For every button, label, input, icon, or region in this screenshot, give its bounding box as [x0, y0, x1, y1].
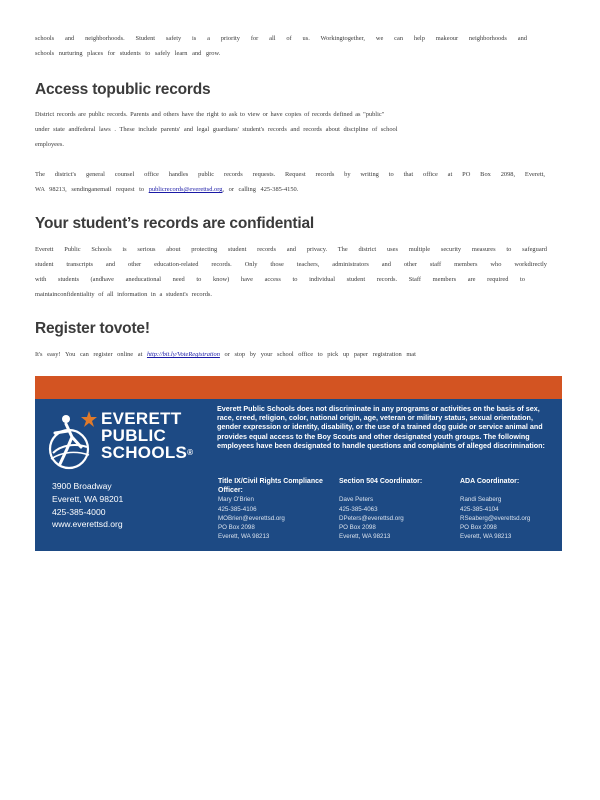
- logo-word-everett: EVERETT: [101, 409, 182, 428]
- register-text-after: or stop by your school office to pick up paper registration mat: [224, 351, 416, 358]
- confidential-line-2: student transcripts and other education-related records. Only those teachers, administrators and other staff members who workdirectly: [35, 261, 547, 268]
- contact-email[interactable]: DPeters@everettsd.org: [339, 514, 404, 522]
- contact-city: Everett, WA 98213: [218, 533, 270, 541]
- access-p1-line-3: employees.: [35, 141, 64, 148]
- footer-orange-band: [35, 376, 562, 399]
- footer-panel: [35, 376, 562, 551]
- access-p1-line-1: District records are public records. Parents and others have the right to ask to view or have copies of records defined as "public": [35, 111, 385, 118]
- contact-email[interactable]: MOBrien@everettsd.org: [218, 514, 285, 522]
- contact-ada-title: ADA Coordinator:: [460, 478, 520, 485]
- contact-po-box: PO Box 2098: [339, 524, 376, 532]
- contact-po-box: PO Box 2098: [460, 524, 497, 532]
- register-text-before: It's easy! You can register online at: [35, 351, 143, 358]
- district-address: [52, 480, 123, 531]
- confidential-heading: Your student’s records are confidential: [35, 215, 315, 232]
- access-p2-text-before: WA 98213, sendinganemail request to: [35, 186, 145, 193]
- contact-po-box: PO Box 2098: [218, 524, 255, 532]
- intro-line-1: schools and neighborhoods. Student safety is a priority for all of us. Workingtogether, we can help makeour neighborhoods and: [35, 35, 527, 42]
- contact-section-504: [339, 477, 454, 541]
- contact-name: Dave Peters: [339, 496, 374, 504]
- address-city: Everett, WA 98201: [52, 493, 124, 504]
- nondiscrimination-notice: Everett Public Schools does not discriminate in any programs or activities on the basis of sex, race, creed, religion, color, national origin, age, veteran or military status, sexual orientation, gender expression or identity, disability, or the use of a trained dog guide or service animal and provides equal access to the Boy Scouts and other designated youth groups. The following employees have been designated to handle questions and complaints of alleged discrimination:: [217, 404, 545, 450]
- access-heading: Access topublic records: [35, 81, 211, 98]
- registered-mark: ®: [187, 448, 194, 457]
- access-p2-line-1: The district's general counsel office handles public records requests. Request records by writing to that office at PO Box 2098, Everett,: [35, 171, 545, 178]
- register-line: [35, 349, 535, 361]
- contact-phone: 425-385-4106: [218, 505, 257, 513]
- contact-email[interactable]: RSeaberg@everettsd.org: [460, 514, 531, 522]
- logo-word-schools: SCHOOLS: [101, 443, 188, 462]
- contact-name: Mary O'Brien: [218, 496, 254, 504]
- access-p1-line-2: under state andfederal laws . These include parents' and legal guardians' student's records and records about discipline of school: [35, 126, 398, 133]
- contact-phone: 425-385-4063: [339, 505, 378, 513]
- vote-registration-link[interactable]: http://bit.ly/VoteRegistration: [146, 351, 220, 358]
- logo-word-public: PUBLIC: [101, 426, 167, 445]
- address-website[interactable]: www.everettsd.org: [52, 519, 123, 530]
- contact-city: Everett, WA 98213: [339, 533, 391, 541]
- access-p2-line-2: [35, 184, 455, 196]
- contact-phone: 425-385-4104: [460, 505, 499, 513]
- figure-star-icon: [45, 409, 101, 479]
- district-logo: [45, 409, 213, 479]
- register-heading: Register tovote!: [35, 320, 150, 337]
- address-street: 3900 Broadway: [52, 481, 112, 491]
- logo-wordmark: [101, 410, 193, 461]
- public-records-email-link[interactable]: publicrecords@everettsd.org: [148, 186, 223, 193]
- contact-title-ix: [218, 477, 333, 541]
- contact-section-504-title: Section 504 Coordinator:: [339, 478, 423, 485]
- contact-title-ix-title: Title IX/Civil Rights Compliance Officer:: [218, 478, 323, 495]
- contact-ada: [460, 477, 560, 541]
- contact-name: Randi Seaberg: [460, 496, 502, 504]
- confidential-line-3: with students (andhave aneducational need to know) have access to individual student records. Staff members are required to: [35, 276, 525, 283]
- contact-city: Everett, WA 98213: [460, 533, 512, 541]
- confidential-line-1: Everett Public Schools is serious about protecting student records and privacy. The district uses multiple security measures to safeguard: [35, 246, 547, 253]
- intro-line-2: schools nurturing places for students to safely learn and grow.: [35, 50, 221, 57]
- access-p2-text-after: , or calling 425-385-4150.: [222, 186, 299, 193]
- confidential-line-4: maintainconfidentiality of all information in a student's records.: [35, 291, 213, 298]
- address-phone: 425-385-4000: [52, 506, 106, 517]
